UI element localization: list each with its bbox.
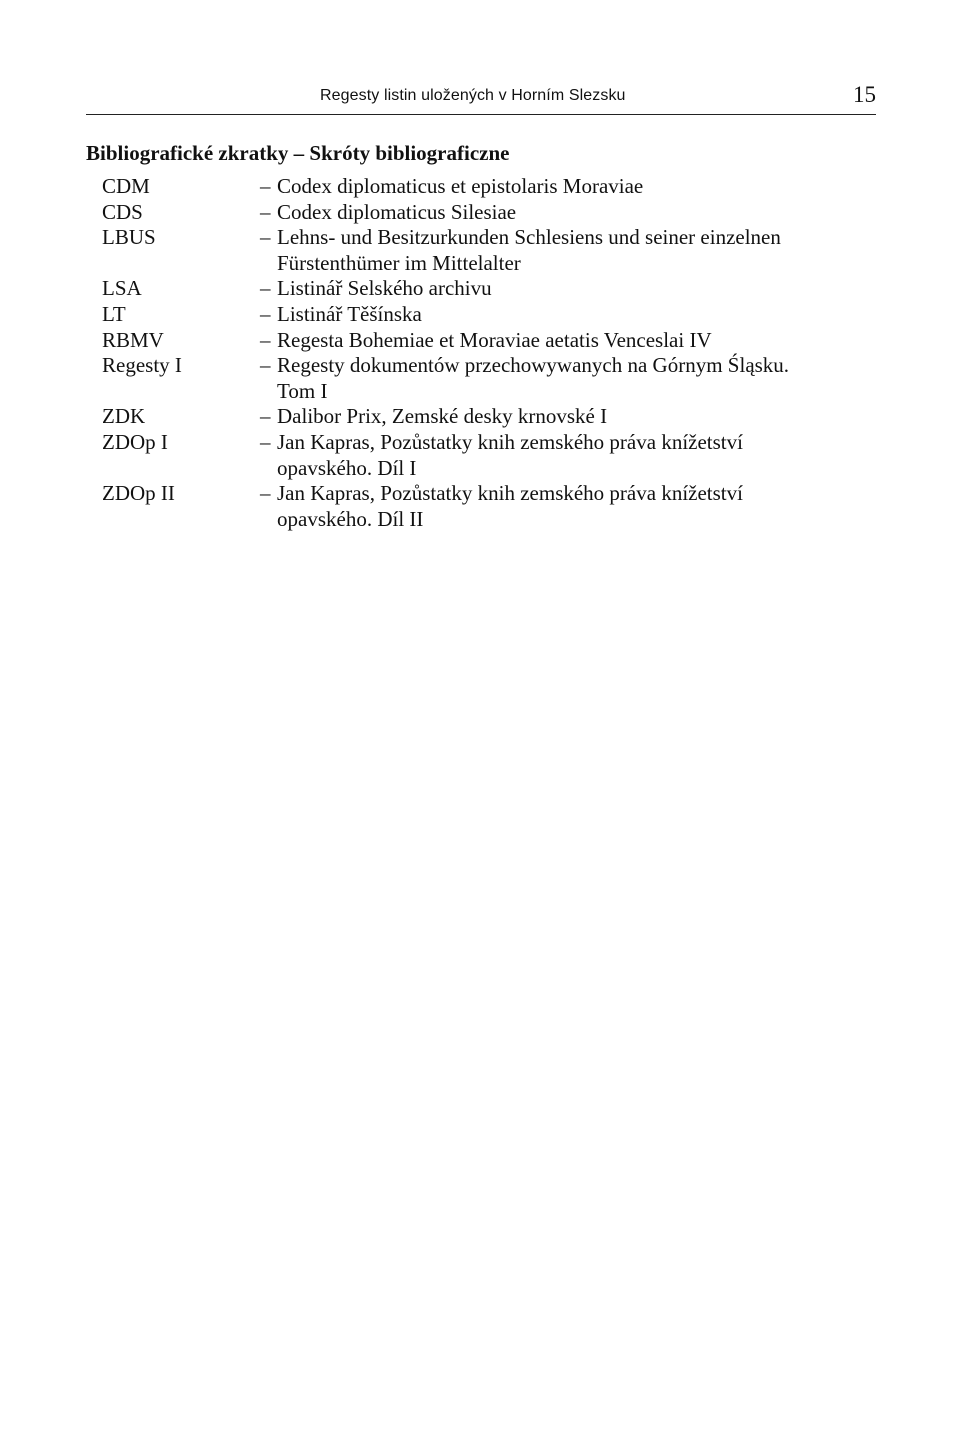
abbreviation-term: CDM [102, 174, 150, 198]
abbreviation-term: Regesty I [102, 353, 182, 378]
abbreviation-row-lt [102, 302, 862, 328]
abbreviation-row-zdk [102, 404, 862, 430]
abbreviation-row-rbmv [102, 328, 862, 354]
abbreviation-dash: – [260, 225, 271, 250]
abbreviation-definition: Dalibor Prix, Zemské desky krnovské I [277, 404, 608, 429]
abbreviation-dash: – [260, 301, 271, 326]
abbreviation-term: LT [102, 301, 126, 326]
abbreviation-row-cds [102, 200, 862, 226]
abbreviation-row-lbus [102, 225, 862, 276]
abbreviation-term: CDS [102, 199, 143, 224]
page-number: 15 [853, 82, 876, 107]
abbreviation-definition: Codex diplomaticus et epistolaris Moraviae [277, 174, 644, 198]
abbreviation-dash: – [260, 353, 271, 378]
abbreviation-row-lsa [102, 276, 862, 302]
abbreviation-row-cdm [102, 174, 862, 200]
abbreviation-definition: Regesta Bohemiae et Moraviae aetatis Venceslai IV [277, 327, 712, 352]
section-title: Bibliografické zkratky – Skróty bibliograficzne [86, 141, 510, 165]
abbreviation-definition: Jan Kapras, Pozůstatky knih zemského práva knížetství opavského. Díl II [277, 481, 743, 531]
abbreviation-list [102, 174, 862, 532]
abbreviation-dash: – [260, 429, 271, 454]
abbreviation-definition: Listinář Selského archivu [277, 276, 492, 301]
running-title: Regesty listin uložených v Horním Slezsku [320, 87, 626, 104]
abbreviation-dash: – [260, 404, 271, 429]
abbreviation-term: ZDK [102, 404, 146, 429]
abbreviation-dash: – [260, 199, 271, 224]
abbreviation-term: RBMV [102, 327, 164, 352]
abbreviation-definition: Jan Kapras, Pozůstatky knih zemského práva knížetství opavského. Díl I [277, 429, 743, 480]
abbreviation-dash: – [260, 174, 271, 198]
abbreviation-definition: Lehns- und Besitzurkunden Schlesiens und seiner einzelnen Fürstenthümer im Mittelalter [277, 225, 781, 275]
abbreviation-dash: – [260, 276, 271, 301]
abbreviation-definition: Regesty dokumentów przechowywanych na Górnym Śląsku. Tom I [277, 353, 790, 403]
abbreviation-definition: Listinář Těšínska [277, 301, 422, 326]
abbreviation-definition: Codex diplomaticus Silesiae [277, 199, 517, 224]
abbreviation-term: LSA [102, 276, 142, 301]
abbreviation-row-zdop-i [102, 430, 862, 481]
abbreviation-row-zdop-ii [102, 481, 862, 532]
abbreviation-term: LBUS [102, 225, 156, 250]
abbreviation-dash: – [260, 481, 271, 506]
abbreviation-term: ZDOp II [102, 481, 175, 506]
abbreviation-dash: – [260, 327, 271, 352]
running-header [86, 82, 876, 115]
abbreviation-row-regesty-i [102, 353, 862, 404]
abbreviation-term: ZDOp I [102, 429, 168, 454]
